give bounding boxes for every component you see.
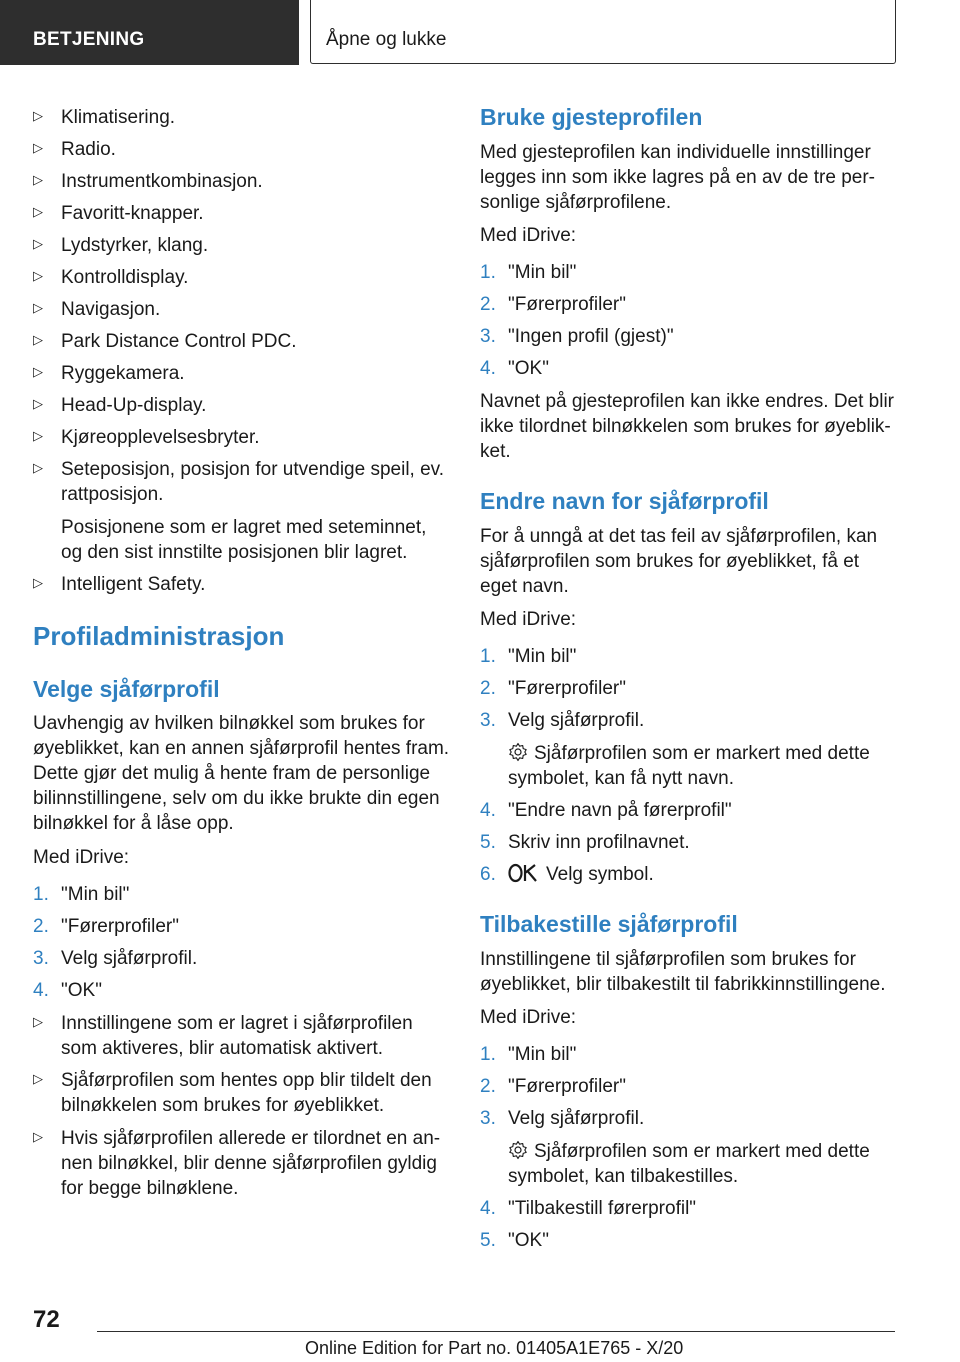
paragraph-line: sjåførprofilen som brukes for øyeblikket, få et	[480, 551, 860, 572]
paragraph-line: Med gjesteprofilen kan individuelle innstillinger	[480, 142, 871, 163]
footer-rule	[97, 1331, 895, 1332]
bullet-icon: ▷	[33, 1129, 43, 1144]
step-number: 4.	[480, 1198, 496, 1219]
step-number: 3.	[33, 948, 49, 969]
ok-icon	[508, 863, 538, 883]
paragraph-line: legges inn som ikke lagres på en av de tre per-	[480, 167, 875, 188]
idrive-label: Med iDrive:	[480, 609, 577, 630]
rename-note-line: symbolet, kan få nytt navn.	[508, 768, 735, 789]
reset-note-line: symbolet, kan tilbakestilles.	[508, 1166, 739, 1187]
bullet-icon: ▷	[33, 108, 43, 123]
step-number: 5.	[480, 1230, 496, 1251]
paragraph-line: øyeblikket, kan en annen sjåførprofil hentes fram.	[33, 738, 450, 759]
idrive-label: Med iDrive:	[480, 225, 577, 246]
paragraph-line: Navnet på gjesteprofilen kan ikke endres. Det blir	[480, 391, 895, 412]
idrive-label: Med iDrive:	[33, 847, 130, 868]
step-number: 3.	[480, 710, 496, 731]
paragraph-line: bilnøkkel for å låse opp.	[33, 813, 234, 834]
bullet-icon: ▷	[33, 396, 43, 411]
bullet-icon: ▷	[33, 300, 43, 315]
step-number: 1.	[480, 1044, 496, 1065]
step-number: 4.	[480, 358, 496, 379]
list-item-continuation: bilnøkkelen som brukes for øyeblikket.	[61, 1095, 385, 1116]
section-tab	[0, 0, 299, 65]
bullet-icon: ▷	[33, 575, 43, 590]
bullet-icon: ▷	[33, 1071, 43, 1086]
chapter-title: Åpne og lukke	[326, 29, 447, 50]
paragraph-line: Innstillingene til sjåførprofilen som brukes for	[480, 949, 856, 970]
step-number: 1.	[480, 262, 496, 283]
paragraph-line: eget navn.	[480, 576, 569, 597]
reset-note: Sjåførprofilen som er markert med dette	[508, 1139, 870, 1164]
step-number: 3.	[480, 326, 496, 347]
step-number: 4.	[33, 980, 49, 1001]
heading-select-profile: Velge sjåførprofil	[33, 676, 220, 702]
paragraph-line: øyeblikket, blir tilbakestilt til fabrikkinnstillingene.	[480, 974, 886, 995]
chapter-tab	[310, 0, 896, 64]
bullet-icon: ▷	[33, 428, 43, 443]
bullet-icon: ▷	[33, 172, 43, 187]
step-number: 2.	[33, 916, 49, 937]
paragraph-line: bilinnstillingene, selv om du ikke brukte din egen	[33, 788, 440, 809]
step-number: 1.	[480, 646, 496, 667]
heading-guest-profile: Bruke gjesteprofilen	[480, 104, 703, 130]
bullet-icon: ▷	[33, 460, 43, 475]
idrive-label: Med iDrive:	[480, 1007, 577, 1028]
step-number: 1.	[33, 884, 49, 905]
paragraph-line: Uavhengig av hvilken bilnøkkel som brukes for	[33, 713, 425, 734]
paragraph-line: ket.	[480, 441, 511, 462]
rename-note: Sjåførprofilen som er markert med dette	[508, 741, 870, 766]
section-title: BETJENING	[33, 29, 145, 50]
list-item-continuation: som aktiveres, blir automatisk aktivert.	[61, 1038, 384, 1059]
page-number: 72	[33, 1306, 60, 1333]
paragraph-line: sonlige sjåførprofilene.	[480, 192, 672, 213]
gear-icon	[508, 1140, 528, 1160]
footer-edition: Online Edition for Part no. 01405A1E765 - X/20	[305, 1338, 684, 1358]
heading-profile-admin: Profiladministrasjon	[33, 621, 285, 651]
step-number: 2.	[480, 294, 496, 315]
bullet-icon: ▷	[33, 140, 43, 155]
gear-icon	[508, 742, 528, 762]
step-number: 5.	[480, 832, 496, 853]
step-number: 2.	[480, 678, 496, 699]
seat-note-line: og den sist innstilte posisjonen blir lagret.	[61, 542, 408, 563]
bullet-icon: ▷	[33, 332, 43, 347]
paragraph-line: ikke tilordnet bilnøkkelen som brukes for øyeblik-	[480, 416, 891, 437]
bullet-icon: ▷	[33, 204, 43, 219]
step-number: 3.	[480, 1108, 496, 1129]
bullet-icon: ▷	[33, 1014, 43, 1029]
seat-note-line: Posisjonene som er lagret med seteminnet,	[61, 517, 427, 538]
heading-reset-profile: Tilbakestille sjåførprofil	[480, 911, 738, 937]
paragraph-line: For å unngå at det tas feil av sjåførprofilen, kan	[480, 526, 878, 547]
step-number: 2.	[480, 1076, 496, 1097]
list-item-continuation: for begge bilnøklene.	[61, 1178, 239, 1199]
list-item-continuation: nen bilnøkkel, blir denne sjåførprofilen gyldig	[61, 1153, 437, 1174]
step-number: 6.	[480, 864, 496, 885]
heading-rename-profile: Endre navn for sjåførprofil	[480, 488, 769, 514]
bullet-icon: ▷	[33, 364, 43, 379]
list-item-continuation: rattposisjon.	[61, 484, 164, 505]
step-number: 4.	[480, 800, 496, 821]
bullet-icon: ▷	[33, 268, 43, 283]
bullet-icon: ▷	[33, 236, 43, 251]
paragraph-line: Dette gjør det mulig å hente fram de personlige	[33, 763, 431, 784]
